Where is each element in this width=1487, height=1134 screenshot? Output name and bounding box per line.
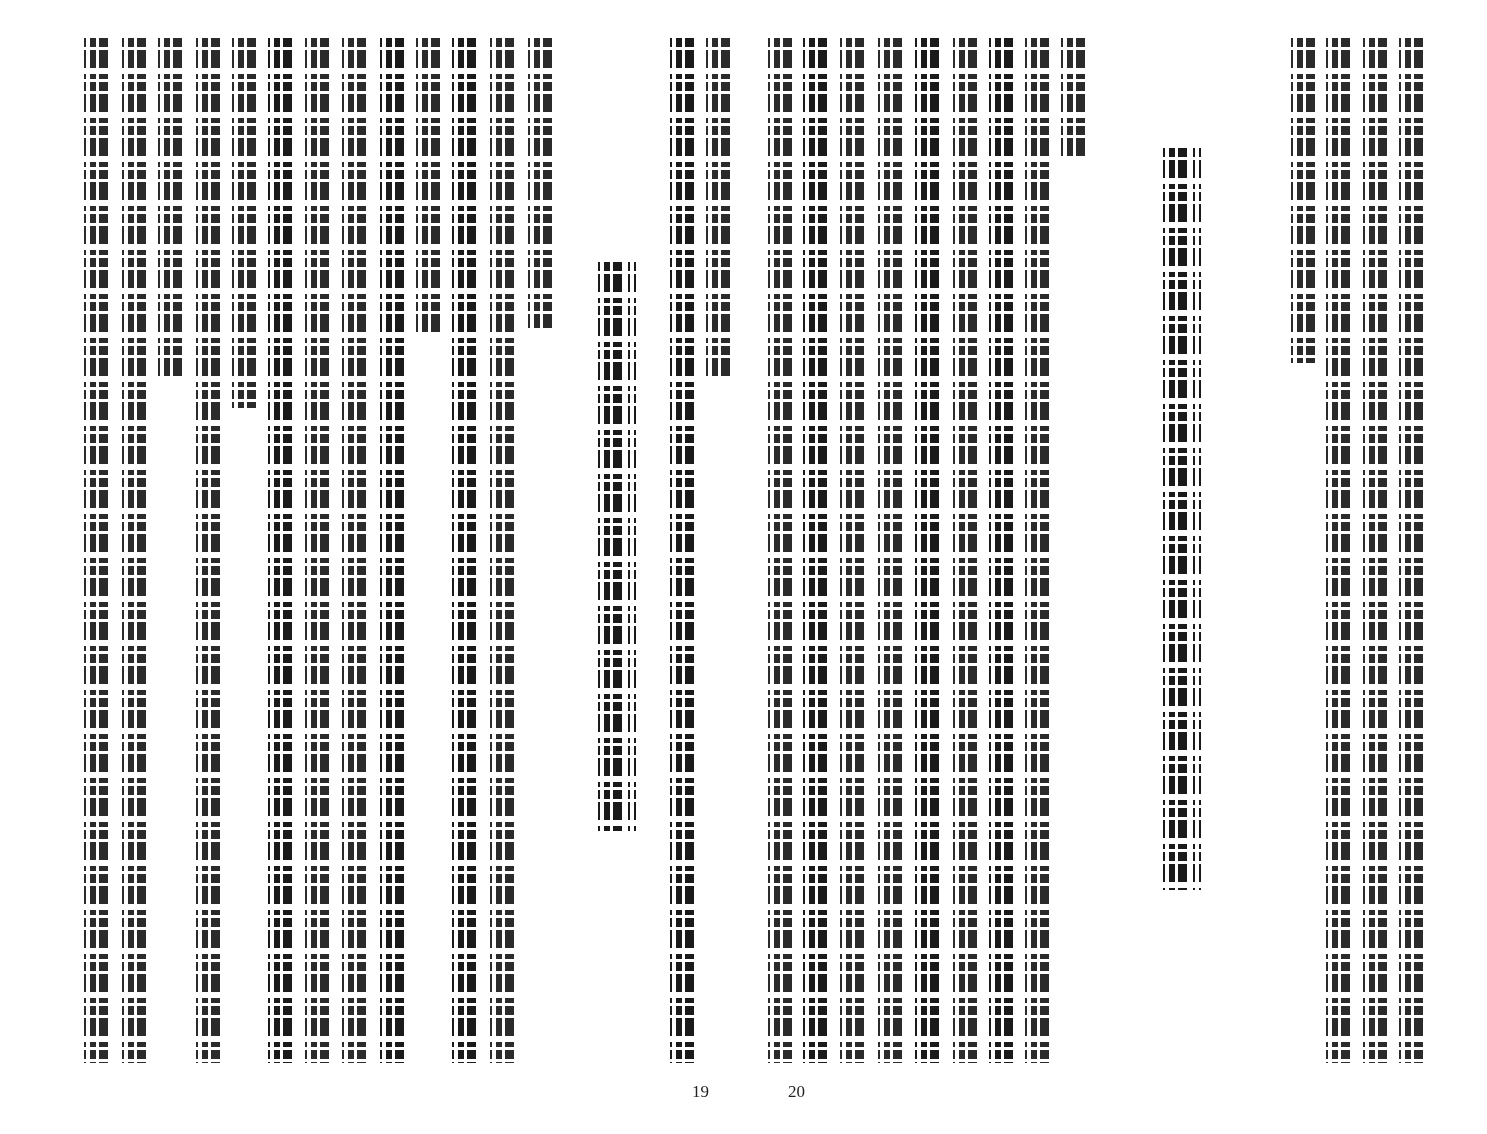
text-column — [232, 38, 262, 408]
text-column — [768, 38, 798, 1063]
text-column — [158, 38, 188, 378]
text-column — [380, 38, 410, 1063]
text-column — [1326, 38, 1356, 1063]
text-column — [1363, 38, 1393, 1063]
text-column — [706, 38, 736, 378]
text-column — [803, 38, 833, 1063]
text-column — [1025, 38, 1055, 1063]
page-number-19: 19 — [692, 1082, 709, 1101]
section-heading — [598, 262, 636, 832]
text-column — [1061, 38, 1091, 158]
text-column — [490, 38, 520, 1063]
text-column — [878, 38, 908, 1063]
text-column — [122, 38, 152, 1063]
text-column — [268, 38, 298, 1063]
page-20 — [743, 0, 1487, 1134]
text-column — [1291, 38, 1321, 363]
text-column — [452, 38, 482, 1063]
text-column — [953, 38, 983, 1063]
chapter-heading — [1163, 148, 1201, 890]
text-column — [84, 38, 114, 1063]
text-column — [1399, 38, 1429, 1063]
text-column — [915, 38, 945, 1063]
page-19 — [0, 0, 743, 1134]
text-column — [305, 38, 335, 1063]
page-number-20: 20 — [788, 1082, 805, 1101]
text-column — [416, 38, 446, 338]
text-column — [528, 38, 558, 328]
text-column — [840, 38, 870, 1063]
text-column — [989, 38, 1019, 1063]
text-column — [196, 38, 226, 1063]
text-column — [342, 38, 372, 1063]
text-column — [670, 38, 700, 1063]
